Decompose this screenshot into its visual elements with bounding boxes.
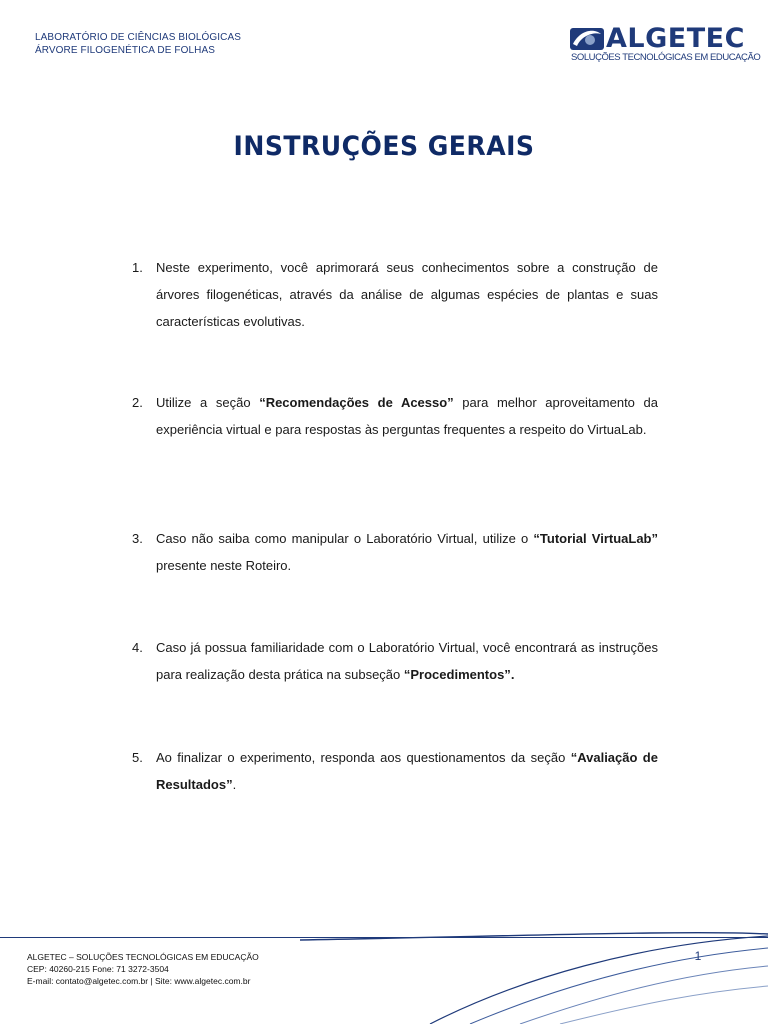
header-experiment-name: ÁRVORE FILOGENÉTICA DE FOLHAS	[35, 45, 215, 56]
footer-address-phone: CEP: 40260-215 Fone: 71 3272-3504	[27, 964, 169, 974]
logo-tagline: SOLUÇÕES TECNOLÓGICAS EM EDUCAÇÃO	[571, 52, 761, 63]
instruction-number: 5.	[132, 750, 143, 765]
section-reference: “Avaliação de Resultados”	[156, 750, 658, 792]
algetec-logo	[570, 22, 761, 64]
algetec-logo-mark-icon	[570, 26, 604, 52]
instruction-text: Caso já possua familiaridade com o Laboratório Virtual, você encontrará as instruções para realização desta prática na subseção “Procedimentos”.	[156, 640, 658, 682]
instruction-text: Utilize a seção “Recomendações de Acesso” para melhor aproveitamento da experiência virtual e para respostas às perguntas frequentes a respeito do VirtuaLab.	[156, 395, 658, 437]
instruction-number: 4.	[132, 640, 143, 655]
page-title: INSTRUÇÕES GERAIS	[233, 131, 535, 162]
instruction-number: 2.	[132, 395, 143, 410]
section-reference: “Procedimentos”	[403, 667, 511, 682]
instruction-number: 3.	[132, 531, 143, 546]
instruction-text: Neste experimento, você aprimorará seus conhecimentos sobre a construção de árvores filogenéticas, através da análise de algumas espécies de plantas e suas características evolutivas.	[156, 260, 658, 329]
header-lab-name: LABORATÓRIO DE CIÊNCIAS BIOLÓGICAS	[35, 32, 242, 43]
section-reference: “Recomendações de Acesso”	[259, 395, 454, 410]
footer-company: ALGETEC – SOLUÇÕES TECNOLÓGICAS EM EDUCAÇÃO	[27, 952, 259, 962]
section-reference: “Tutorial VirtuaLab”	[533, 531, 658, 546]
document-header	[35, 31, 241, 57]
instruction-text: Caso não saiba como manipular o Laboratório Virtual, utilize o “Tutorial VirtuaLab” presente neste Roteiro.	[156, 531, 658, 573]
instruction-number: 1.	[132, 260, 143, 275]
logo-wordmark: ALGETEC	[606, 23, 745, 54]
footer-contact	[27, 951, 259, 987]
instruction-text: Ao finalizar o experimento, responda aos questionamentos da seção “Avaliação de Resultados”.	[156, 750, 658, 792]
footer-email-site: E-mail: contato@algetec.com.br | Site: www.algetec.com.br	[27, 976, 251, 986]
page-number: 1	[694, 949, 702, 963]
